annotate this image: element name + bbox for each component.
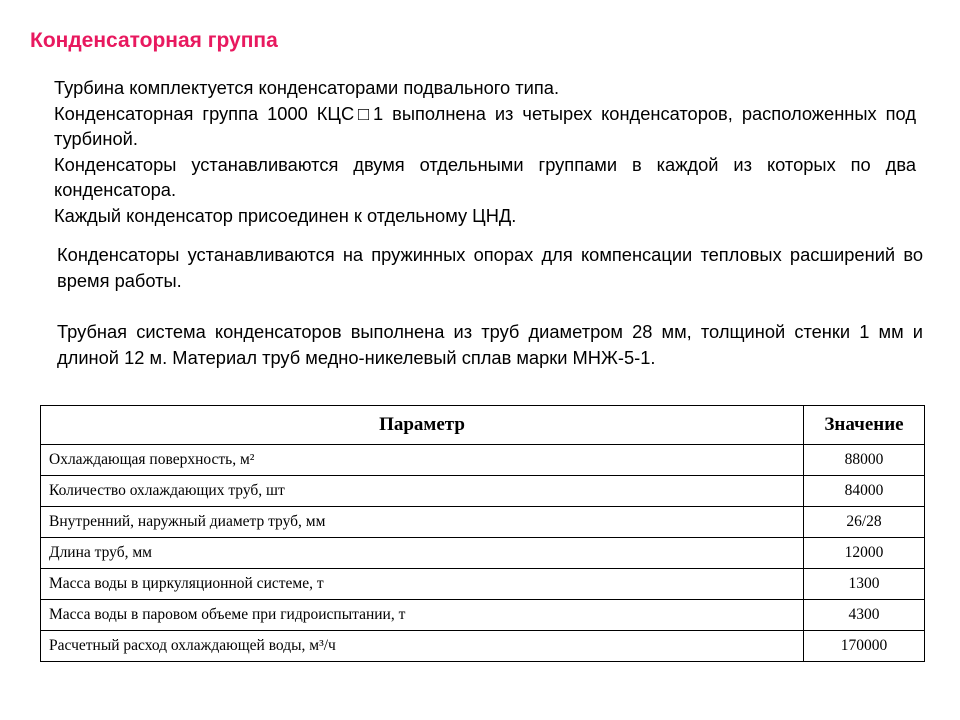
table-row [41, 445, 925, 476]
table-row [41, 600, 925, 631]
value-cell: 26/28 [804, 507, 925, 538]
value-cell: 12000 [804, 538, 925, 569]
header-parameter: Параметр [41, 406, 804, 445]
value-cell: 84000 [804, 476, 925, 507]
table-row [41, 569, 925, 600]
table-header-row [41, 406, 925, 445]
intro-text-block [54, 75, 916, 228]
param-cell: Внутренний, наружный диаметр труб, мм [41, 507, 804, 538]
intro-paragraph-3: Конденсаторы устанавливаются двумя отдельными группами в каждой из которых по два конденсатора. [54, 153, 916, 200]
param-cell: Охлаждающая поверхность, м² [41, 445, 804, 476]
param-cell: Количество охлаждающих труб, шт [41, 476, 804, 507]
param-cell: Длина труб, мм [41, 538, 804, 569]
param-cell: Масса воды в паровом объеме при гидроиспытании, т [41, 600, 804, 631]
intro-paragraph-4: Каждый конденсатор присоединен к отдельному ЦНД. [54, 204, 517, 226]
details-text-block [57, 242, 923, 371]
parameters-table [40, 405, 925, 662]
param-cell: Масса воды в циркуляционной системе, т [41, 569, 804, 600]
table-row [41, 631, 925, 662]
details-paragraph-1: Конденсаторы устанавливаются на пружинных опорах для компенсации тепловых расширений во время работы. [57, 244, 923, 291]
value-cell: 1300 [804, 569, 925, 600]
slide-title: Конденсаторная группа [30, 29, 278, 52]
value-cell: 88000 [804, 445, 925, 476]
intro-paragraph-2: Конденсаторная группа 1000 КЦС□1 выполнена из четырех конденсаторов, расположенных под турбиной. [54, 102, 916, 149]
table-row [41, 538, 925, 569]
table-row [41, 507, 925, 538]
intro-paragraph-1: Турбина комплектуется конденсаторами подвального типа. [54, 77, 560, 98]
value-cell: 170000 [804, 631, 925, 662]
value-cell: 4300 [804, 600, 925, 631]
details-paragraph-2: Трубная система конденсаторов выполнена из труб диаметром 28 мм, толщиной стенки 1 мм и длиной 12 м. Материал труб медно-никелевый сплав марки МНЖ-5-1. [57, 321, 923, 368]
table-row [41, 476, 925, 507]
param-cell: Расчетный расход охлаждающей воды, м³/ч [41, 631, 804, 662]
header-value: Значение [804, 406, 925, 445]
